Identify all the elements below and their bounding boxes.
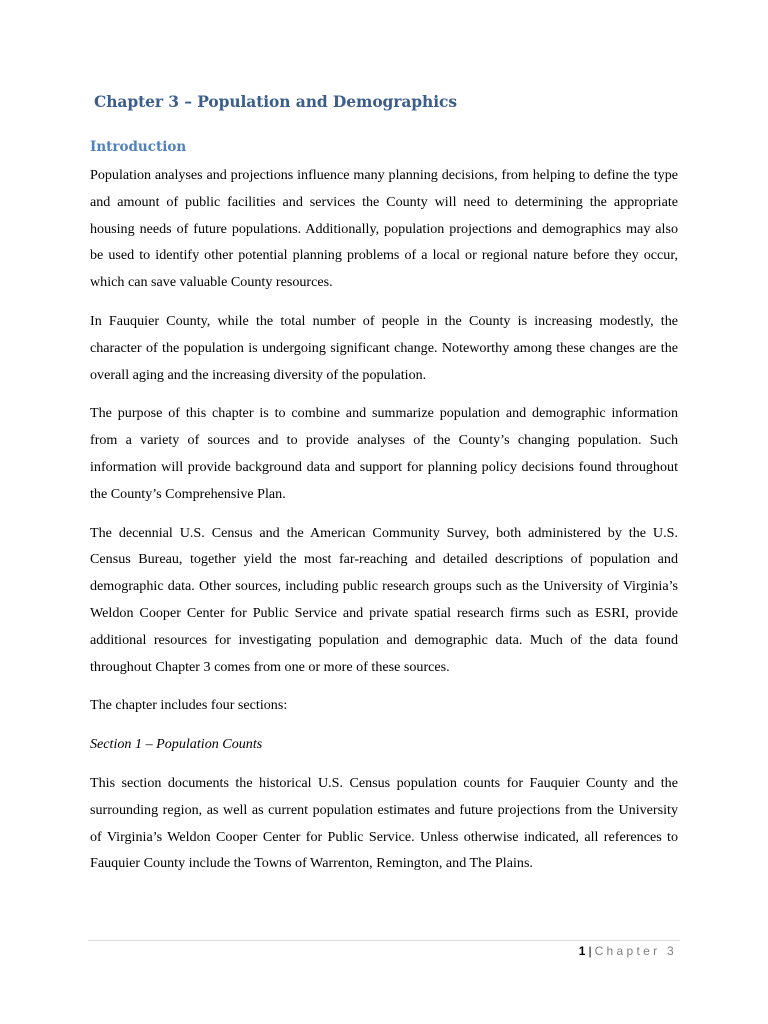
paragraph-fauquier-county: In Fauquier County, while the total number of people in the County is increasing modestly, the character of the population is undergoing significant change. Noteworthy among these changes are the overall aging and the increasing diversity of the population. <box>90 312 678 383</box>
subheading-section-1: Section 1 – Population Counts <box>90 736 263 753</box>
page-number: 1 <box>578 944 586 958</box>
paragraph-decennial-census: The decennial U.S. Census and the American Community Survey, both administered by the U.S. Census Bureau, together yield the most far-reaching and detailed descriptions of population and demographic data. Other sources, including public research groups such as the University of Virginia’s Weldon Cooper Center for Public Service and private spatial research firms such as ESRI, provide additional resources for investigating population and demographic data. Much of the data found throughout Chapter 3 comes from one or more of these sources. <box>90 524 678 675</box>
footer-divider <box>88 940 680 941</box>
paragraph-population-analyses: Population analyses and projections influence many planning decisions, from helping to define the type and amount of public facilities and services the County will need to determining the appropriate housing needs of future populations. Additionally, population projections and demographics may also be used to identify other potential planning problems of a local or regional nature before they occur, which can save valuable County resources. <box>90 167 678 291</box>
paragraph-purpose: The purpose of this chapter is to combine and summarize population and demographic information from a variety of sources and to provide analyses of the County’s changing population. Such information will provide background data and support for planning policy decisions found throughout the County’s Comprehensive Plan. <box>90 405 678 502</box>
section-heading-introduction: Introduction <box>90 139 187 155</box>
document-body <box>90 162 678 889</box>
paragraph-four-sections: The chapter includes four sections: <box>90 697 288 714</box>
page-footer <box>579 944 677 958</box>
footer-separator: | <box>588 944 592 958</box>
paragraph-section-1-description: This section documents the historical U.S. Census population counts for Fauquier County and the surrounding region, as well as current population estimates and future projections from the University of Virginia’s Weldon Cooper Center for Public Service. Unless otherwise indicated, all references to Fauquier County include the Towns of Warrenton, Remington, and The Plains. <box>90 774 678 872</box>
chapter-title: Chapter 3 – Population and Demographics <box>94 92 457 111</box>
footer-chapter-label: Chapter 3 <box>594 944 677 958</box>
